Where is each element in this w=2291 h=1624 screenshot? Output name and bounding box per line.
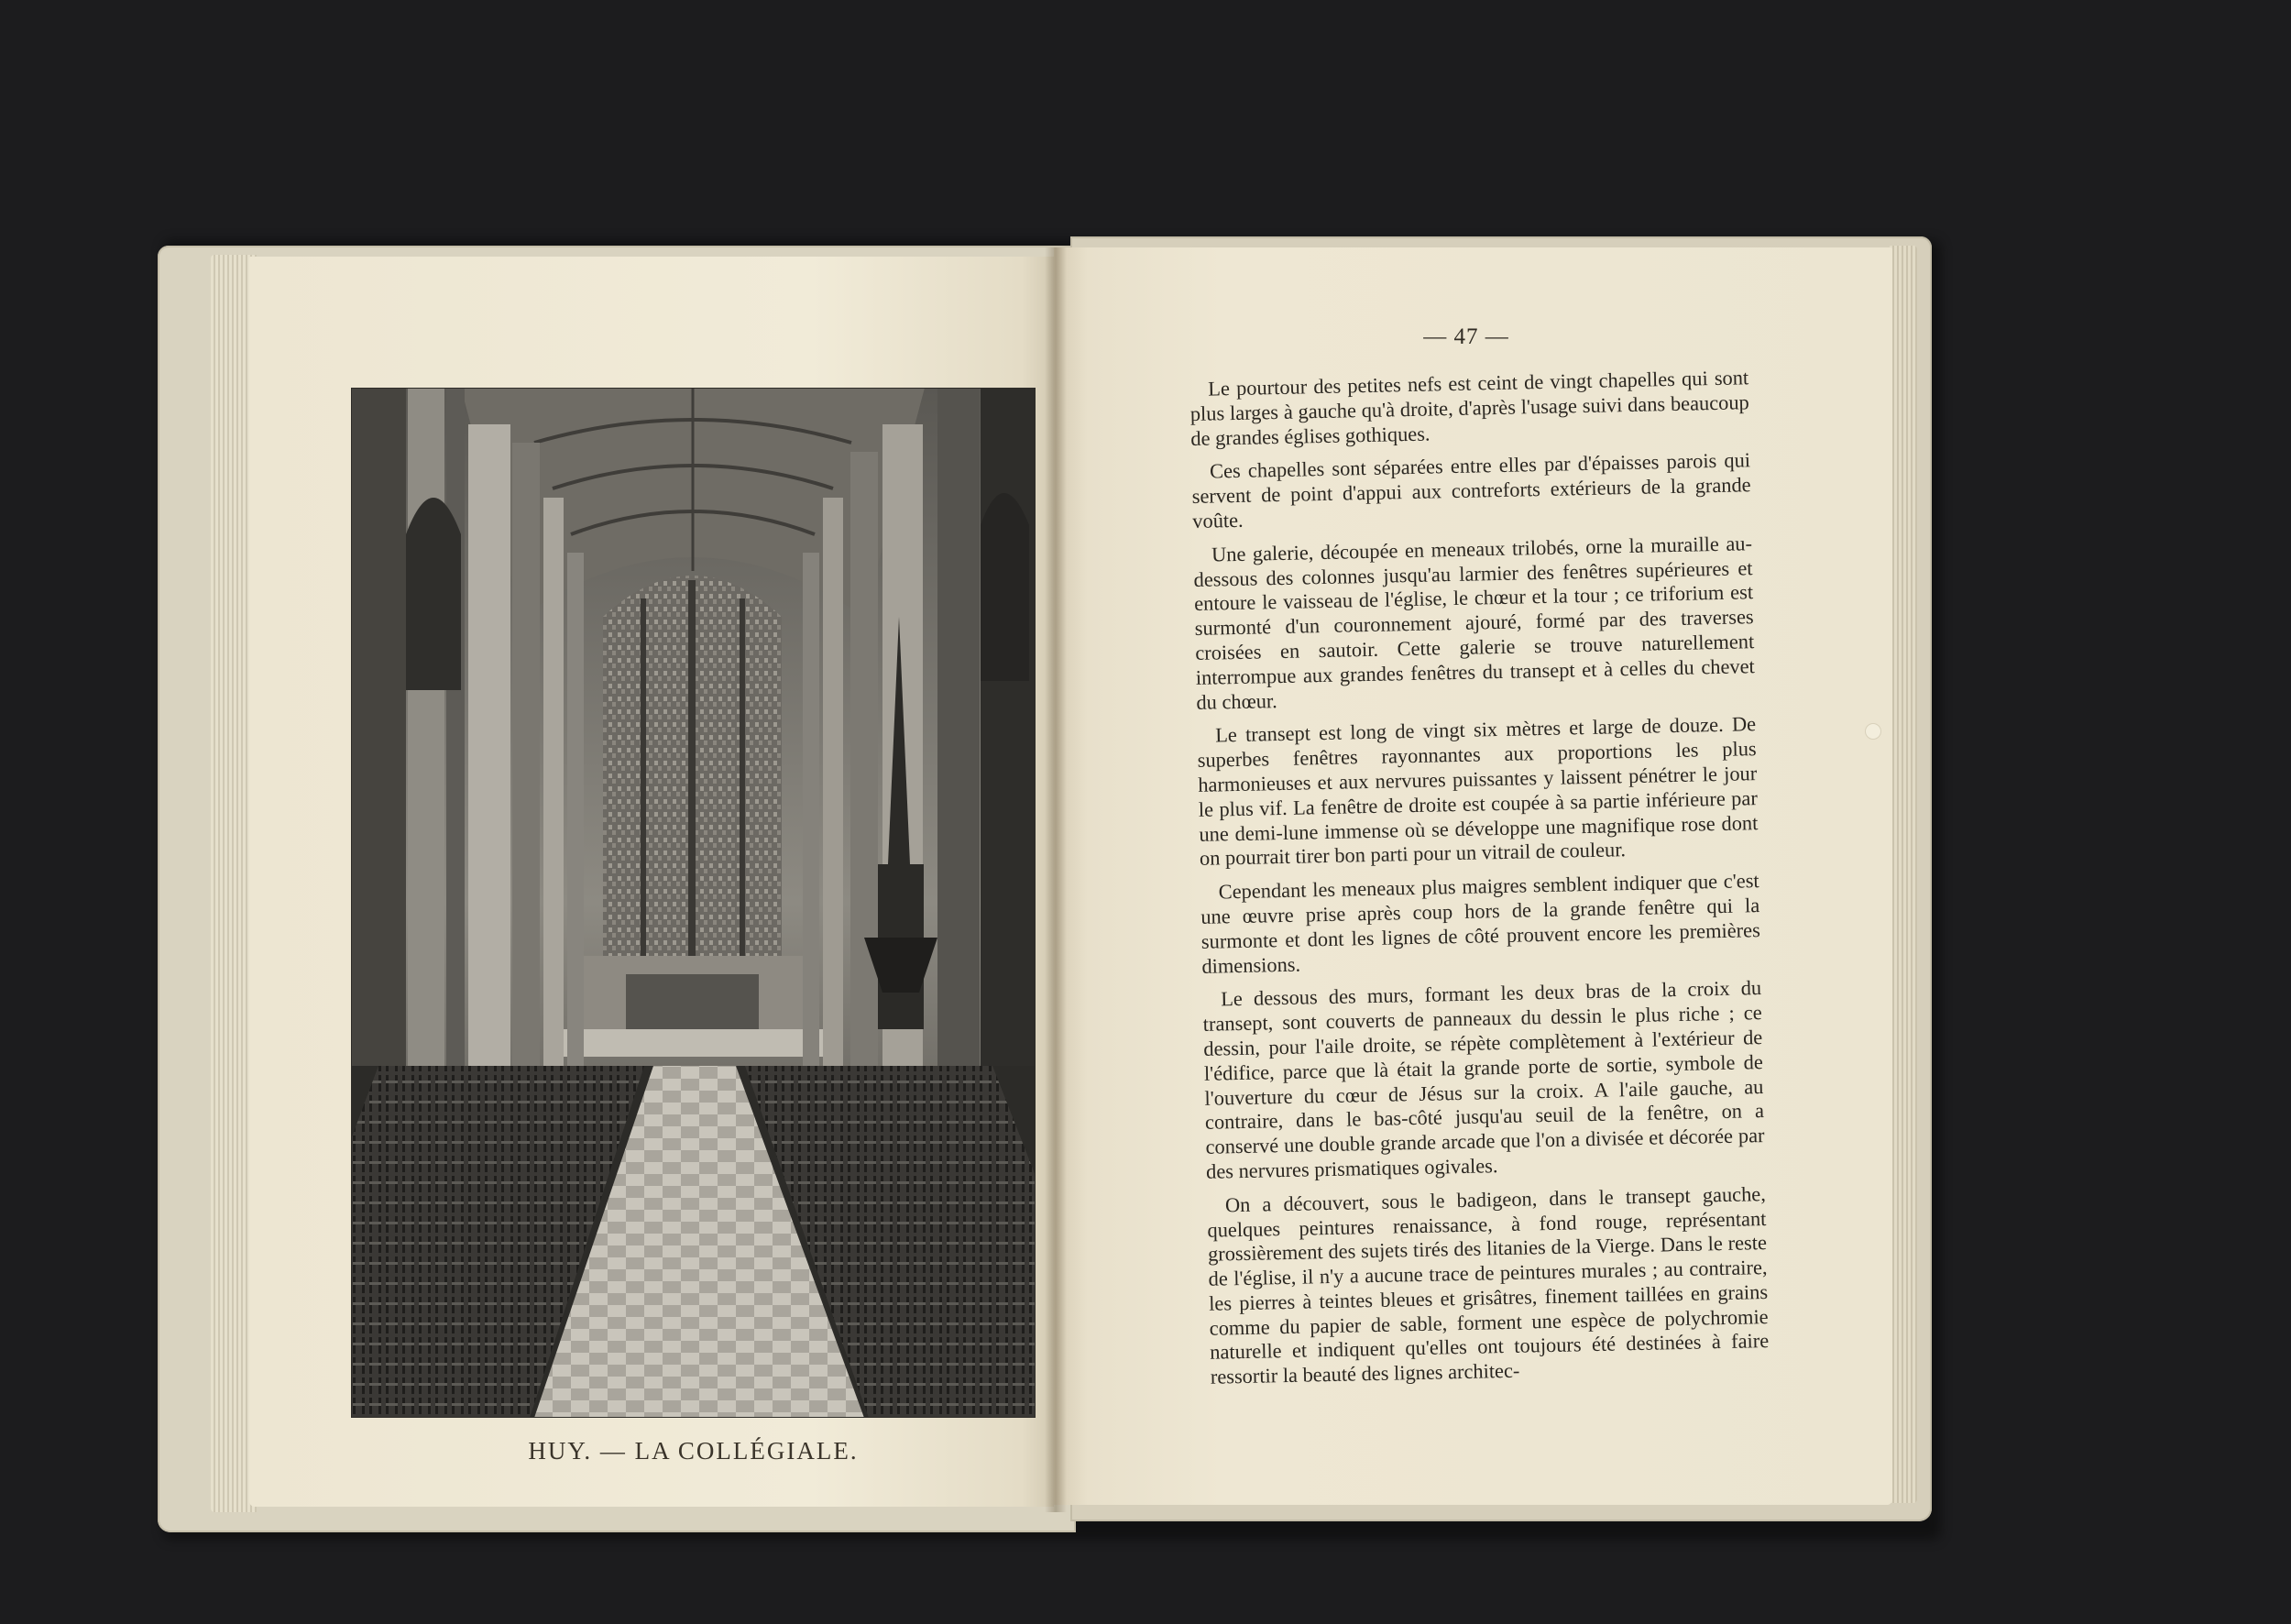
body-text — [1189, 366, 1770, 1406]
paragraph: On a découvert, sous le badigeon, dans le transept gauche, quelques peintures renaissance, à fond rouge, représentant grossièrement des sujets tirés des litanies de la Vierge. Dans le reste de l'église, il n'y a aucune trace de peintures murales ; au contraire, les pierres à teintes bleues et grisâtres, finement taillées en grains comme du papier de sable, forment une espèce de polychromie naturelle et indiquent qu'elles ont toujours été destinées à faire ressortir la beauté des lignes architec- — [1207, 1181, 1770, 1389]
cathedral-interior-photo — [351, 388, 1036, 1418]
book-gutter — [1045, 247, 1067, 1512]
paragraph: Cependant les meneaux plus maigres semblent indiquer que c'est une œuvre prise après coup hors de la grande fenêtre qui la surmonte et dont les lignes de côté prouvent encore les premières dimensions. — [1200, 869, 1761, 978]
photo-caption: HUY. — LA COLLÉGIALE. — [528, 1437, 859, 1465]
paragraph: Une galerie, découpée en meneaux trilobés, orne la muraille au-dessous des colonnes jusqu'au larmier des fenêtres supérieures et entoure le vaisseau de l'église, le chœur et la tour ; ce triforium est surmonté d'un couronnement ajouré, formé par des traverses croisées en sautoir. Cette galerie se trouve naturellement interrompue aux grandes fenêtres du transept et à celles du chevet du chœur. — [1193, 531, 1755, 714]
paragraph: Le pourtour des petites nefs est ceint de vingt chapelles qui sont plus larges à gauche qu'à droite, d'après l'usage suivi dans beaucoup de grandes églises gothiques. — [1189, 366, 1749, 450]
page-speck — [1866, 724, 1880, 739]
page-number: — 47 — — [1423, 324, 1509, 349]
paragraph: Le transept est long de vingt six mètres et large de douze. De superbes fenêtres rayonnantes aux proportions les plus harmonieuses et aux nervures puissantes y laissent pénétrer le jour le plus vif. La fenêtre de droite est coupée à sa partie inférieure par une demi-lune immense où se développe une magnifique rose dont on pourrait tirer bon parti pour un vitrail de couleur. — [1197, 712, 1759, 871]
page-edges-right — [1890, 246, 1917, 1503]
paragraph: Ces chapelles sont séparées entre elles par d'épaisses parois qui servent de point d'appui aux contreforts extérieurs de la grande voûte. — [1191, 448, 1751, 532]
paragraph: Le dessous des murs, formant les deux bras de la croix du transept, sont couverts de panneaux du dessin le plus riche ; ce dessin, pour l'aile droite, se répète complètement à l'extérieur de l'édifice, parce que là était la grande porte de sortie, symbole de l'ouverture du cœur de Jésus sur la croix. A l'aile gauche, au contraire, dans le bas-côté jusqu'au seuil de la fenêtre, on a conservé une double grande arcade que l'on a divisée et décorée par des nervures prismatiques ogivales. — [1202, 976, 1765, 1183]
